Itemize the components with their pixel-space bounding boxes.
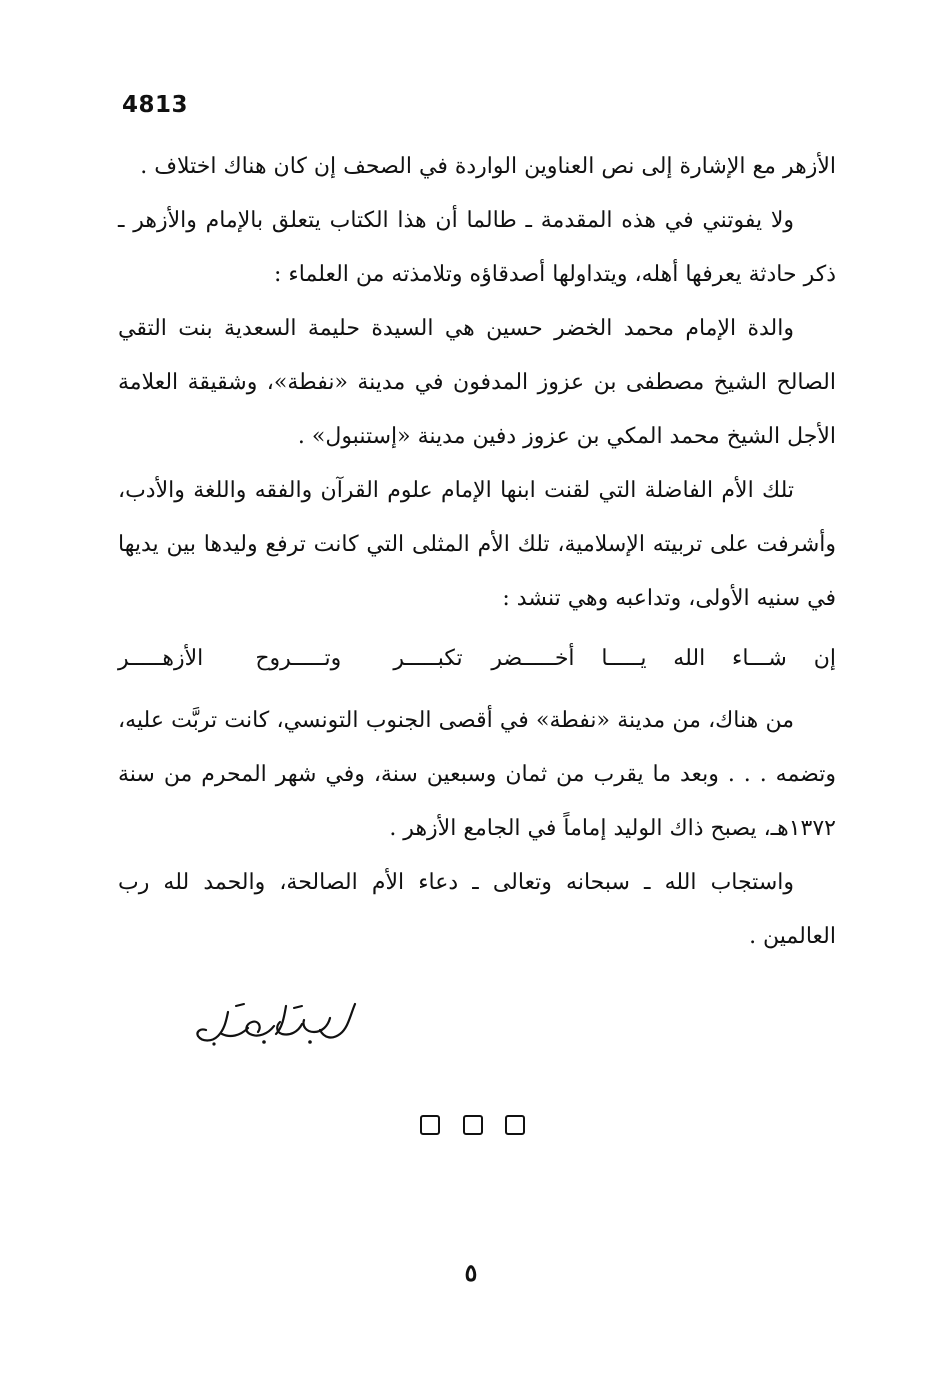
paragraph-continuation: الأزهر مع الإشارة إلى نص العناوين الواردة في الصحف إن كان هناك اختلاف . (140, 154, 836, 179)
page-number: ٥ (464, 1258, 478, 1287)
poem-verse (118, 630, 836, 688)
section-end-ornament (420, 1113, 525, 1139)
paragraph-intro-story: ولا يفوتني في هذه المقدمة ـ طالما أن هذا الكتاب يتعلق بالإمام والأزهر ـ ذكر حادثة يعرفها أهله، ويتداولها أصدقاؤه وتلامذته من العلماء : (118, 208, 836, 287)
ornament-square-icon (420, 1115, 440, 1135)
ornament-square-icon (505, 1115, 525, 1135)
page-body (118, 140, 836, 964)
ornament-square-icon (463, 1115, 483, 1135)
paragraph-upbringing: تلك الأم الفاضلة التي لقنت ابنها الإمام علوم القرآن والفقه واللغة والأدب، وأشرفت على تربيته الإسلامية، تلك الأم المثلى التي كانت ترفع وليدها بين يديها في سنيه الأولى، وتداعبه وهي تنشد : (118, 478, 836, 611)
handwritten-signature (190, 998, 360, 1048)
poem-first-hemistich: إن شـــاء الله يـــــا أخـــــضر (491, 646, 836, 671)
paragraph-closing: واستجاب الله ـ سبحانه وتعالى ـ دعاء الأم الصالحة، والحمد لله رب العالمين . (118, 870, 836, 949)
poem-second-hemistich: تكبـــــر وتـــــروح الأزهـــــر (118, 646, 463, 671)
paragraph-nafta: من هناك، من مدينة «نفطة» في أقصى الجنوب التونسي، كانت تربَّت عليه، وتضمه . . . وبعد ما يقرب من ثمان وسبعين سنة، وفي شهر المحرم من سنة ١٣٧٢هـ، يصبح ذاك الوليد إماماً في الجامع الأزهر . (118, 708, 836, 841)
paragraph-mother: والدة الإمام محمد الخضر حسين هي السيدة حليمة السعدية بنت التقي الصالح الشيخ مصطفى بن عزوز المدفون في مدينة «نفطة»، وشقيقة العلامة الأجل الشيخ محمد المكي بن عزوز دفين مدينة «إستنبول» . (118, 316, 836, 449)
document-id: 4813 (122, 92, 189, 118)
